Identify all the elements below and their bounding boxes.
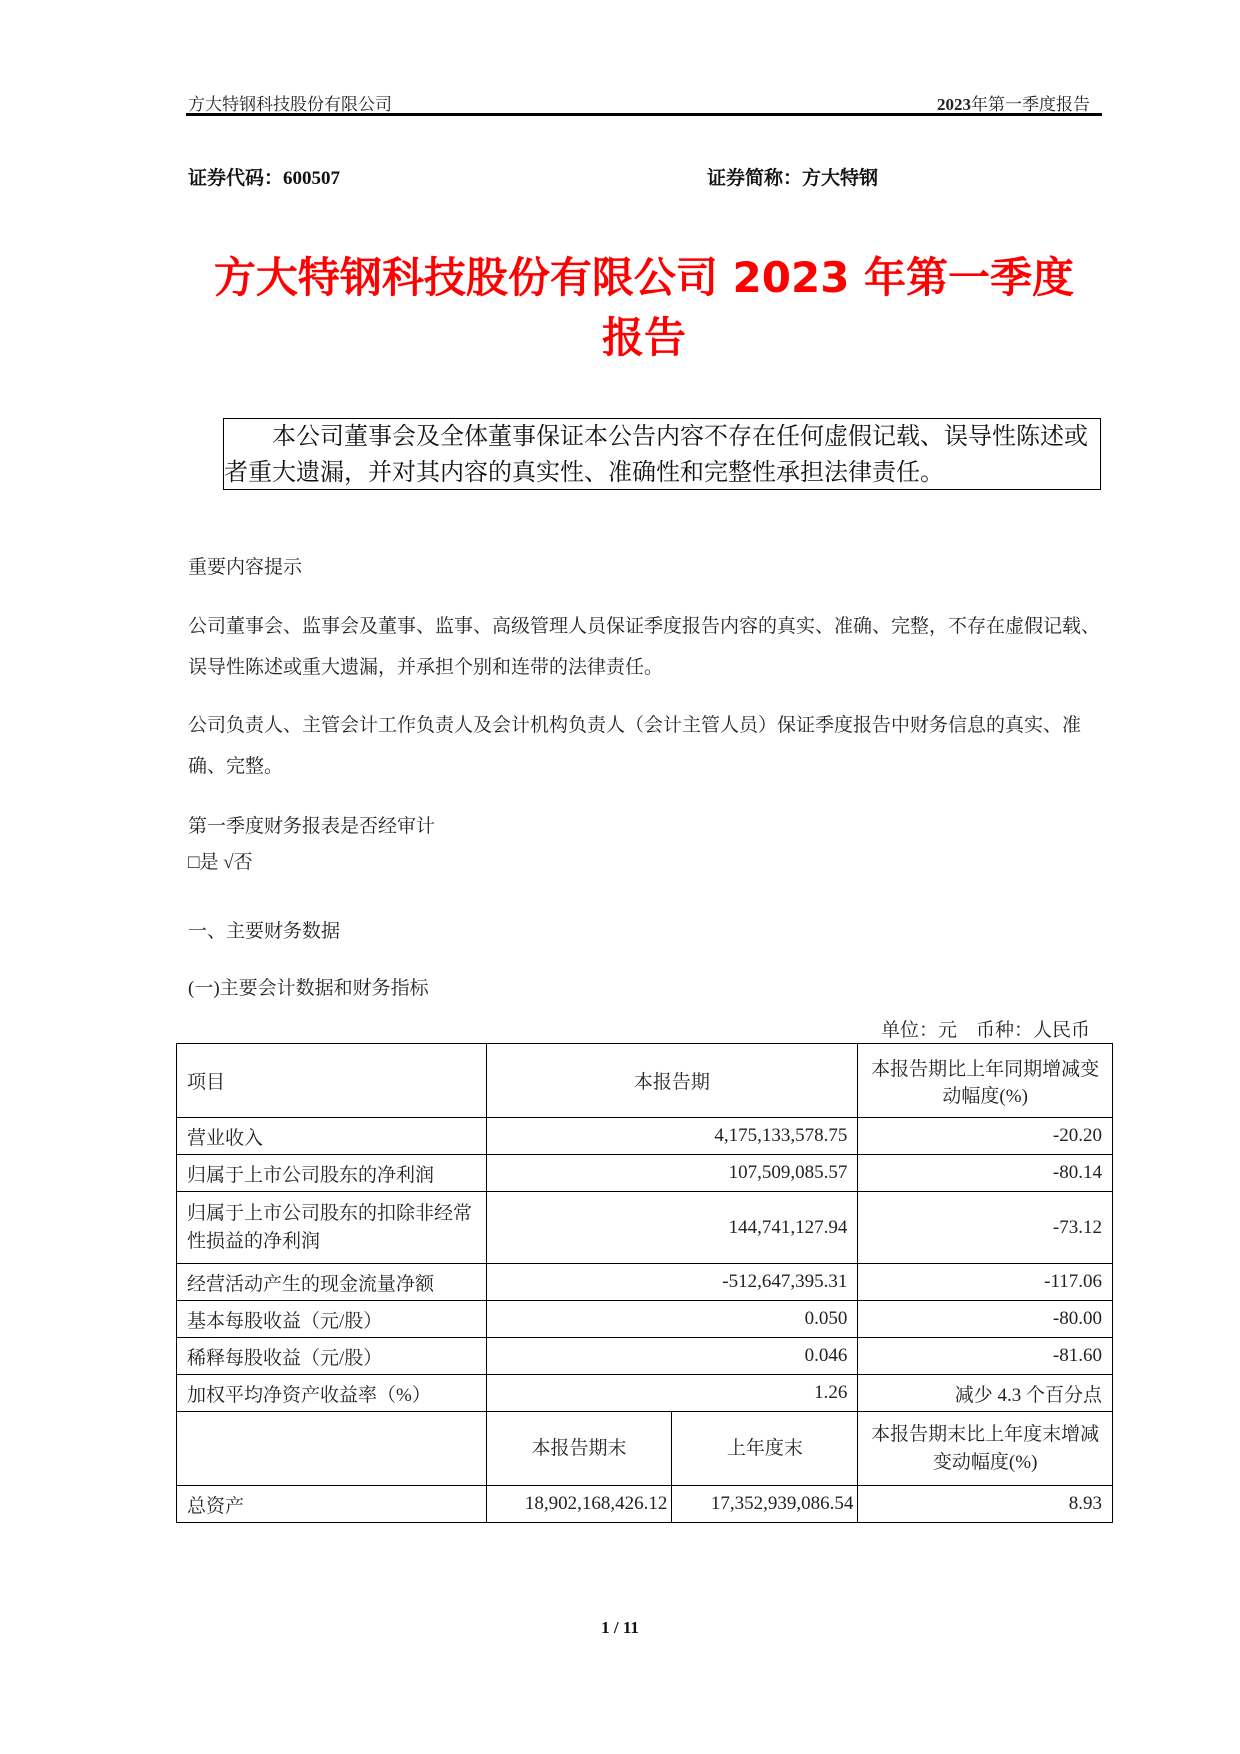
securities-short-name-value: 方大特钢 bbox=[802, 168, 879, 189]
table-row bbox=[177, 1301, 1113, 1338]
section-heading-1: 一、主要财务数据 bbox=[188, 921, 341, 942]
row-change: 减少 4.3 个百分点 bbox=[858, 1375, 1113, 1412]
row-change: -80.14 bbox=[858, 1155, 1113, 1192]
header2-prior-year-end: 上年度末 bbox=[672, 1412, 858, 1486]
row-change: -20.20 bbox=[858, 1118, 1113, 1155]
important-heading: 重要内容提示 bbox=[188, 557, 303, 578]
header-report-year: 2023 bbox=[937, 95, 971, 114]
header-change: 本报告期比上年同期增减变动幅度(%) bbox=[858, 1044, 1113, 1118]
table-header-row bbox=[177, 1044, 1113, 1118]
row-change: -80.00 bbox=[858, 1301, 1113, 1338]
header-current-period: 本报告期 bbox=[486, 1044, 858, 1118]
row-item: 营业收入 bbox=[177, 1118, 487, 1155]
securities-short-name bbox=[707, 163, 878, 190]
securities-code-value: 600507 bbox=[283, 168, 341, 189]
table-row bbox=[177, 1192, 1113, 1264]
header-report-suffix: 年第一季度报告 bbox=[971, 95, 1090, 114]
table-row bbox=[177, 1375, 1113, 1412]
table-header-row-2 bbox=[177, 1412, 1113, 1486]
row-item: 加权平均净资产收益率（%） bbox=[177, 1375, 487, 1412]
financial-data-table bbox=[176, 1043, 1113, 1523]
audit-answer: □是 √否 bbox=[188, 852, 253, 873]
audit-question: 第一季度财务报表是否经审计 bbox=[188, 816, 436, 837]
row-current: 107,509,085.57 bbox=[486, 1155, 858, 1192]
header-item: 项目 bbox=[177, 1044, 487, 1118]
row-current: 4,175,133,578.75 bbox=[486, 1118, 858, 1155]
row-prior-year-end: 17,352,939,086.54 bbox=[672, 1486, 858, 1523]
table-row bbox=[177, 1264, 1113, 1301]
title-line-1: 方大特钢科技股份有限公司 2023 年第一季度 bbox=[213, 253, 1075, 302]
row-change: -81.60 bbox=[858, 1338, 1113, 1375]
header-report-name bbox=[937, 90, 1090, 115]
header2-change: 本报告期末比上年度末增减变动幅度(%) bbox=[858, 1412, 1113, 1486]
securities-code-label: 证券代码： bbox=[188, 168, 284, 189]
title-line-2: 报告 bbox=[601, 313, 686, 362]
row-current: 0.050 bbox=[486, 1301, 858, 1338]
row-change: -73.12 bbox=[858, 1192, 1113, 1264]
important-para-2: 公司负责人、主管会计工作负责人及会计机构负责人（会计主管人员）保证季度报告中财务信息的真实、准确、完整。 bbox=[188, 715, 1082, 777]
securities-code bbox=[188, 163, 340, 190]
row-change: 8.93 bbox=[858, 1486, 1113, 1523]
row-current: 1.26 bbox=[486, 1375, 858, 1412]
unit-currency-note: 单位：元 币种：人民币 bbox=[880, 1020, 1090, 1041]
row-item: 稀释每股收益（元/股） bbox=[177, 1338, 487, 1375]
board-guarantee-notice bbox=[223, 418, 1101, 490]
notice-text: 本公司董事会及全体董事保证本公告内容不存在任何虚假记载、误导性陈述或者重大遗漏，并对其内容的真实性、准确性和完整性承担法律责任。 bbox=[224, 424, 1088, 486]
row-item: 总资产 bbox=[177, 1486, 487, 1523]
securities-short-name-label: 证券简称： bbox=[707, 168, 803, 189]
table-row bbox=[177, 1155, 1113, 1192]
row-change: -117.06 bbox=[858, 1264, 1113, 1301]
section-heading-2: (一)主要会计数据和财务指标 bbox=[188, 978, 429, 999]
important-para-1: 公司董事会、监事会及董事、监事、高级管理人员保证季度报告内容的真实、准确、完整，不存在虚假记载、误导性陈述或重大遗漏，并承担个别和连带的法律责任。 bbox=[188, 616, 1101, 678]
page-number: 1 / 11 bbox=[601, 1618, 639, 1637]
document-title bbox=[186, 248, 1102, 368]
row-item: 归属于上市公司股东的扣除非经常性损益的净利润 bbox=[177, 1192, 487, 1264]
row-item: 基本每股收益（元/股） bbox=[177, 1301, 487, 1338]
row-current: 0.046 bbox=[486, 1338, 858, 1375]
row-item: 经营活动产生的现金流量净额 bbox=[177, 1264, 487, 1301]
header2-item bbox=[177, 1412, 487, 1486]
table-row bbox=[177, 1118, 1113, 1155]
row-item: 归属于上市公司股东的净利润 bbox=[177, 1155, 487, 1192]
row-period-end: 18,902,168,426.12 bbox=[486, 1486, 672, 1523]
header2-period-end: 本报告期末 bbox=[486, 1412, 672, 1486]
row-current: -512,647,395.31 bbox=[486, 1264, 858, 1301]
row-current: 144,741,127.94 bbox=[486, 1192, 858, 1264]
header-company-name: 方大特钢科技股份有限公司 bbox=[188, 95, 392, 114]
table-row bbox=[177, 1486, 1113, 1523]
header-divider bbox=[186, 113, 1102, 116]
table-row bbox=[177, 1338, 1113, 1375]
